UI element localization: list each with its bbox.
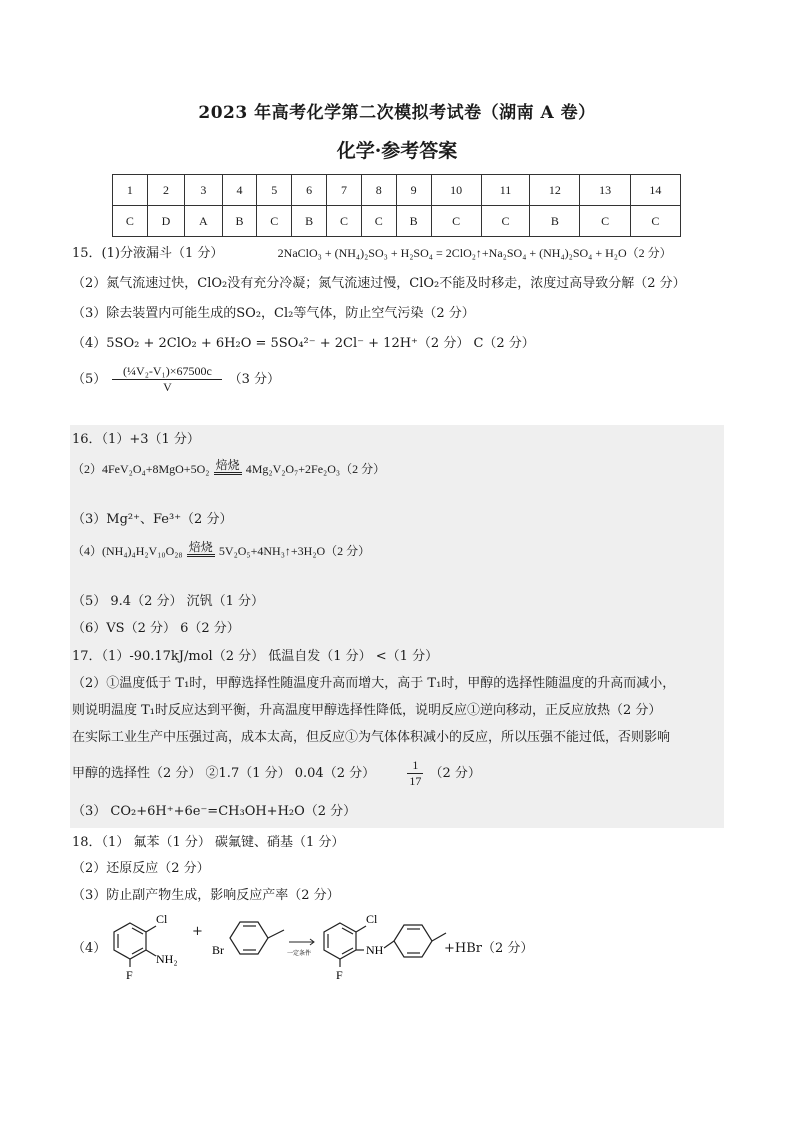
answer-cell: C <box>113 206 148 237</box>
q15-line-1 <box>72 242 672 261</box>
question-number: 1 <box>113 175 148 206</box>
q17-line-3: 则说明温度 T₁时反应达到平衡，升高温度甲醇选择性降低，说明反应①逆向移动，正反应放热（2 分） <box>72 703 662 718</box>
q15-fraction-numerator: (¼V₂-V₁)×67500c <box>112 364 222 380</box>
question-number: 8 <box>361 175 396 206</box>
amino-label: NH₂ <box>156 952 178 966</box>
question-number: 14 <box>630 175 680 206</box>
q16-line-5: （5） 9.4（2 分） 沉钒（1 分） <box>72 594 265 609</box>
q18-line-2: （2）还原反应（2 分） <box>72 861 210 876</box>
question-number: 5 <box>257 175 292 206</box>
question-number: 12 <box>530 175 580 206</box>
q16-eq2-condition <box>214 458 242 475</box>
question-number: 10 <box>431 175 481 206</box>
q17-part2-answers: 甲醇的选择性（2 分） ②1.7（1 分） 0.04（2 分） <box>72 766 376 781</box>
q15-fraction-denominator: V <box>163 380 172 394</box>
question-number: 7 <box>327 175 362 206</box>
q18-line-3: （3）防止副产物生成，影响反应产率（2 分） <box>72 888 340 903</box>
q15-part5-label: （5） <box>72 372 107 387</box>
q15-line-5 <box>72 364 280 395</box>
answer-cell: C <box>257 206 292 237</box>
q17-line-2: （2）①温度低于 T₁时，甲醇选择性随温度升高而增大，高于 T₁时，甲醇的选择性随温度的升高而减小， <box>72 676 676 691</box>
answer-cell: C <box>481 206 530 237</box>
answer-table-number-row <box>113 175 681 206</box>
answer-cell: C <box>580 206 630 237</box>
q16-line-6: （6）VS（2 分） 6（2 分） <box>72 621 240 636</box>
q16-line-3: （3）Mg²⁺、Fe³⁺（2 分） <box>72 512 233 527</box>
q17-line-1: 17．（1）-90.17kJ/mol（2 分） 低温自发（1 分） <（1 分） <box>72 649 439 664</box>
q17-line-4: 在实际工业生产中压强过高，成本太高，但反应①为气体体积减小的反应，所以压强不能过低，否则影响 <box>72 730 671 745</box>
q15-part1-text: 15．(1)分液漏斗（1 分） <box>72 246 224 261</box>
roast-condition-label: 焙烧 <box>187 540 215 557</box>
question-number: 9 <box>396 175 431 206</box>
q16-eq2-products: 4Mg₂V₂O₇+2Fe₂O₃（2 分） <box>245 462 386 476</box>
q17-line-6: （3） CO₂+6H⁺+6e⁻=CH₃OH+H₂O（2 分） <box>72 804 357 819</box>
chloro-fluoro-aniline-structure <box>100 905 190 980</box>
answer-cell: C <box>630 206 680 237</box>
q16-eq2-reactants: （2）4FeV₂O₄+8MgO+5O₂ <box>72 462 210 476</box>
question-number: 13 <box>580 175 630 206</box>
q18-part4-byproduct: +HBr（2 分） <box>444 941 534 956</box>
q15-line-4: （4）5SO₂ + 2ClO₂ + 6H₂O = 5SO₄²⁻ + 2Cl⁻ + 12H⁺（2 分） C（2 分） <box>72 336 535 351</box>
reaction-condition-label: 一定条件 <box>287 950 312 957</box>
answer-cell: B <box>222 206 257 237</box>
question-number: 3 <box>185 175 222 206</box>
bromotoluene-structure <box>208 910 298 960</box>
page-subtitle: 化学·参考答案 <box>336 140 458 162</box>
answer-cell: A <box>185 206 222 237</box>
answer-cell: B <box>292 206 327 237</box>
fluorine-label: F <box>336 968 343 980</box>
question-number: 2 <box>147 175 184 206</box>
q17-fraction-denominator: 17 <box>409 774 422 788</box>
question-number: 6 <box>292 175 327 206</box>
q16-line-1: 16．（1）+3（1 分） <box>72 432 200 447</box>
q17-fraction-numerator: 1 <box>407 758 423 774</box>
answer-cell: B <box>396 206 431 237</box>
answer-cell: D <box>147 206 184 237</box>
q15-fraction <box>112 364 222 395</box>
imino-label: NH <box>366 943 384 957</box>
q17-line-5 <box>72 758 481 789</box>
q15-line-2: （2）氮气流速过快，ClO₂没有充分冷凝；氮气流速过慢，ClO₂不能及时移走，浓度过高导致分解（2 分） <box>72 276 686 291</box>
answer-table <box>112 174 681 237</box>
q16-eq4-reactants: （4）(NH₄)₄H₂V₁₀O₂₈ <box>72 544 183 558</box>
q18-part4-label: （4） <box>72 941 107 956</box>
plus-sign: + <box>192 924 203 939</box>
q17-fraction-score: （2 分） <box>429 766 481 781</box>
reaction-arrow <box>286 932 320 960</box>
answer-cell: C <box>327 206 362 237</box>
bromine-label: Br <box>212 943 224 957</box>
q17-fraction <box>407 758 423 789</box>
q18-line-1: 18．（1） 氟苯（1 分） 碳氟键、硝基（1 分） <box>72 835 345 850</box>
fluorine-label: F <box>126 968 133 980</box>
q15-part5-score: （3 分） <box>228 372 280 387</box>
answer-cell: C <box>431 206 481 237</box>
q16-line-2 <box>72 458 385 477</box>
answer-cell: B <box>530 206 580 237</box>
answer-table-answer-row <box>113 206 681 237</box>
q16-eq4-products: 5V₂O₅+4NH₃↑+3H₂O（2 分） <box>218 544 371 558</box>
answer-cell: C <box>361 206 396 237</box>
question-number: 4 <box>222 175 257 206</box>
page-title: 2023 年高考化学第二次模拟考试卷（湖南 A 卷） <box>198 103 596 123</box>
roast-condition-label: 焙烧 <box>214 458 242 475</box>
q16-line-4 <box>72 540 370 559</box>
chlorine-label: Cl <box>156 912 168 926</box>
q15-equation: 2NaClO₃ + (NH₄)₂SO₃ + H₂SO₄ = 2ClO₂↑+Na₂SO₄ + (NH₄)₂SO₄ + H₂O（2 分） <box>277 246 672 260</box>
question-number: 11 <box>481 175 530 206</box>
q16-eq4-condition <box>187 540 215 557</box>
q15-line-3: （3）除去装置内可能生成的SO₂，Cl₂等气体，防止空气污染（2 分） <box>72 306 475 321</box>
product-structure <box>318 905 448 980</box>
chlorine-label: Cl <box>366 912 378 926</box>
